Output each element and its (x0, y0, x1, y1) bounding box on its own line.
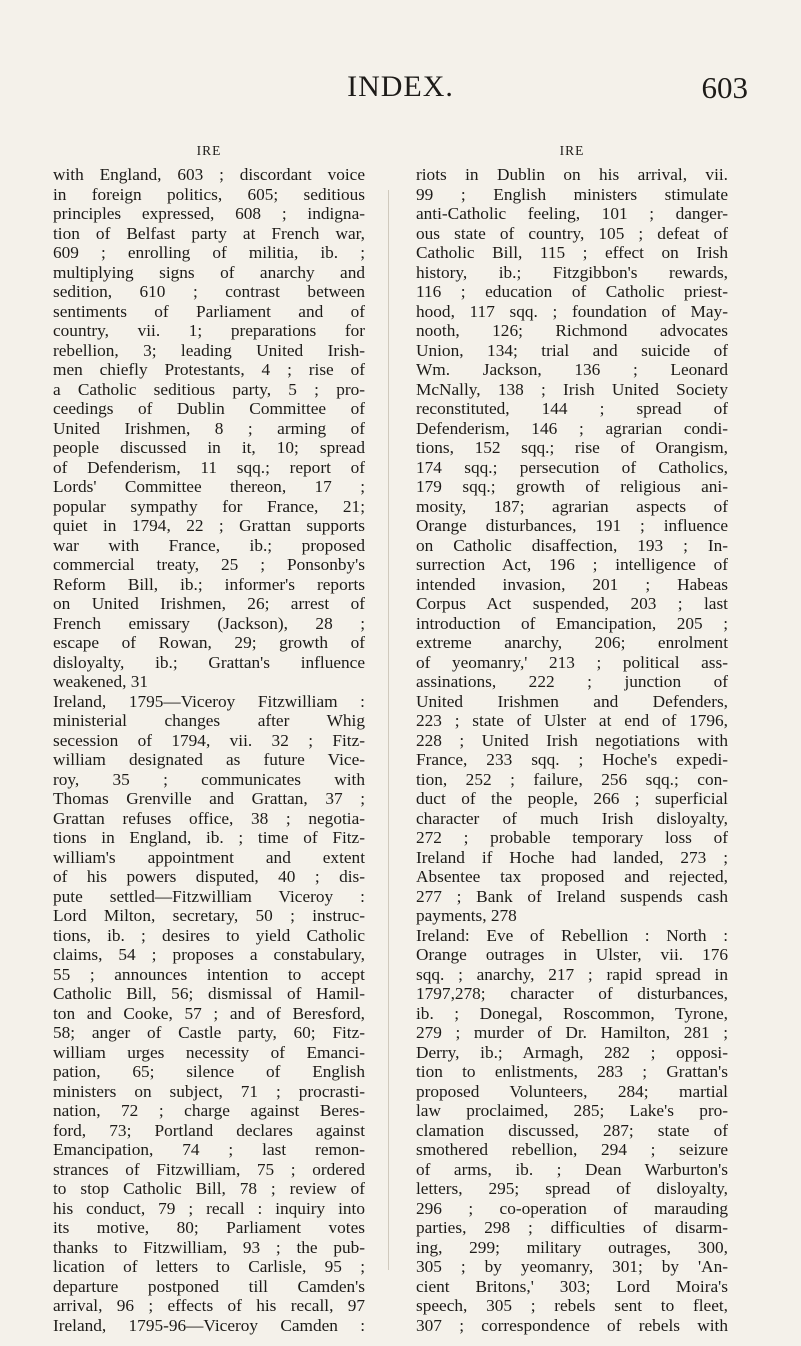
index-entry-line: ministerial changes after Whig (53, 711, 365, 730)
index-entry-line: a Catholic seditious party, 5 ; pro- (53, 379, 365, 399)
index-entry-line: thanks to Fitzwilliam, 93 ; the pub- (53, 1237, 365, 1257)
index-entry-line: 305 ; by yeomanry, 301; by 'An- (416, 1257, 728, 1276)
index-heading-line: Ireland, 1795—Viceroy Fitzwilliam : (53, 691, 365, 711)
index-entry-line: rebellion, 3; leading United Irish- (53, 340, 365, 360)
index-entry-line: of arms, ib. ; Dean Warburton's (416, 1159, 728, 1179)
index-entry-line: extreme anarchy, 206; enrolment (416, 633, 728, 652)
index-entry-line: Orange disturbances, 191 ; influence (416, 516, 728, 535)
index-entry-line: Catholic Bill, 56; dismissal of Hamil- (53, 984, 365, 1003)
index-entry-line: country, vii. 1; preparations for (53, 321, 365, 340)
index-entry-line: intended invasion, 201 ; Habeas (416, 574, 728, 594)
index-entry-line: ib. ; Donegal, Roscommon, Tyrone, (416, 1003, 728, 1023)
index-entry-line: smothered rebellion, 294 ; seizure (416, 1140, 728, 1159)
index-entry-line: arrival, 96 ; effects of his recall, 97 (53, 1296, 365, 1315)
index-entry-line: strances of Fitzwilliam, 75 ; ordered (53, 1159, 365, 1179)
index-entry-line: on Catholic disaffection, 193 ; In- (416, 535, 728, 555)
index-entry-line: tion to enlistments, 283 ; Grattan's (416, 1062, 728, 1081)
left-column-catchword: IRE (196, 143, 222, 158)
index-entry-line: introduction of Emancipation, 205 ; (416, 613, 728, 633)
index-entry-line: Wm. Jackson, 136 ; Leonard (416, 360, 728, 379)
index-entry-line: Ireland if Hoche had landed, 273 ; (416, 847, 728, 867)
index-entry-line: 307 ; correspondence of rebels with (416, 1315, 728, 1335)
index-entry-line: ton and Cooke, 57 ; and of Beresford, (53, 1003, 365, 1023)
index-entry-line: clamation discussed, 287; state of (416, 1120, 728, 1140)
index-entry-line: tion, 252 ; failure, 256 sqq.; con- (416, 769, 728, 789)
page-number: 603 (701, 70, 748, 105)
index-entry-line: popular sympathy for France, 21; (53, 496, 365, 516)
index-entry-line: speech, 305 ; rebels sent to fleet, (416, 1296, 728, 1315)
index-entry-line: 272 ; probable temporary loss of (416, 828, 728, 847)
index-entry-line: 174 sqq.; persecution of Catholics, (416, 457, 728, 477)
index-entry-line: 116 ; education of Catholic priest- (416, 282, 728, 301)
index-entry-line: Lord Milton, secretary, 50 ; instruc- (53, 906, 365, 925)
index-entry-line: ceedings of Dublin Committee of (53, 399, 365, 418)
index-entry-line: its motive, 80; Parliament votes (53, 1218, 365, 1237)
index-entry-line: ing, 299; military outrages, 300, (416, 1237, 728, 1257)
index-entry-line: departure postponed till Camden's (53, 1276, 365, 1296)
index-entry-line: william designated as future Vice- (53, 750, 365, 769)
index-entry-line: principles expressed, 608 ; indigna- (53, 204, 365, 223)
index-entry-line: payments, 278 (416, 906, 517, 925)
index-entry-line: sqq. ; anarchy, 217 ; rapid spread in (416, 964, 728, 984)
index-entry-line: 58; anger of Castle party, 60; Fitz- (53, 1023, 365, 1042)
index-entry-line: of Defenderism, 11 sqq.; report of (53, 457, 365, 477)
index-entry-line: his conduct, 79 ; recall : inquiry into (53, 1198, 365, 1218)
index-entry-line: claims, 54 ; proposes a constabulary, (53, 945, 365, 964)
index-entry-line: ministers on subject, 71 ; procrasti- (53, 1081, 365, 1101)
index-entry-line: roy, 35 ; communicates with (53, 769, 365, 789)
index-entry-line: tions, 152 sqq.; rise of Orangism, (416, 438, 728, 457)
page-header (0, 70, 801, 110)
index-entry-line: Emancipation, 74 ; last remon- (53, 1140, 365, 1159)
index-entry-line: 609 ; enrolling of militia, ib. ; (53, 243, 365, 262)
running-title: INDEX. (347, 70, 454, 103)
index-entry-line: United Irishmen and Defenders, (416, 691, 728, 711)
index-entry-line: Corpus Act suspended, 203 ; last (416, 594, 728, 613)
index-entry-line: to stop Catholic Bill, 78 ; review of (53, 1179, 365, 1198)
right-column (416, 141, 728, 1335)
index-entry-line: McNally, 138 ; Irish United Society (416, 379, 728, 399)
index-entry-line: quiet in 1794, 22 ; Grattan supports (53, 516, 365, 535)
index-entry-line: 99 ; English ministers stimulate (416, 184, 728, 204)
index-entry-line: French emissary (Jackson), 28 ; (53, 613, 365, 633)
index-entry-line: 228 ; United Irish negotiations with (416, 730, 728, 750)
index-entry-line: lication of letters to Carlisle, 95 ; (53, 1257, 365, 1276)
index-entry-line: 55 ; announces intention to accept (53, 964, 365, 984)
index-entry-line: Absentee tax proposed and rejected, (416, 867, 728, 886)
index-entry-line: 223 ; state of Ulster at end of 1796, (416, 711, 728, 730)
index-entry-line: war with France, ib.; proposed (53, 535, 365, 555)
index-entry-line: Lords' Committee thereon, 17 ; (53, 477, 365, 496)
index-entry-line: United Irishmen, 8 ; arming of (53, 418, 365, 438)
index-entry-line: william urges necessity of Emanci- (53, 1042, 365, 1062)
index-entry-line: william's appointment and extent (53, 847, 365, 867)
index-entry-line: escape of Rowan, 29; growth of (53, 633, 365, 652)
right-column-catchword: IRE (559, 143, 585, 158)
index-entry-line: in foreign politics, 605; seditious (53, 184, 365, 204)
index-entry-line: Grattan refuses office, 38 ; negotia- (53, 808, 365, 828)
index-entry-line: reconstituted, 144 ; spread of (416, 399, 728, 418)
index-entry-line: ford, 73; Portland declares against (53, 1120, 365, 1140)
index-entry-line: sentiments of Parliament and of (53, 301, 365, 321)
index-entry-line: 279 ; murder of Dr. Hamilton, 281 ; (416, 1023, 728, 1042)
index-entry-line: Thomas Grenville and Grattan, 37 ; (53, 789, 365, 808)
index-entry-line: character of much Irish disloyalty, (416, 808, 728, 828)
index-entry-line: assinations, 222 ; junction of (416, 672, 728, 691)
index-entry-line: Catholic Bill, 115 ; effect on Irish (416, 243, 728, 262)
index-entry-line: tions in England, ib. ; time of Fitz- (53, 828, 365, 847)
index-entry-line: 1797,278; character of disturbances, (416, 984, 728, 1003)
index-entry-line: men chiefly Protestants, 4 ; rise of (53, 360, 365, 379)
index-entry-line: secession of 1794, vii. 32 ; Fitz- (53, 730, 365, 750)
index-entry-line: letters, 295; spread of disloyalty, (416, 1179, 728, 1198)
index-entry-line: nation, 72 ; charge against Beres- (53, 1101, 365, 1120)
index-entry-line: of his powers disputed, 40 ; dis- (53, 867, 365, 886)
index-entry-line: Orange outrages in Ulster, vii. 176 (416, 945, 728, 964)
index-heading-line: Ireland, 1795-96—Viceroy Camden : (53, 1315, 365, 1335)
index-entry-line: Reform Bill, ib.; informer's reports (53, 574, 365, 594)
index-entry-line: anti-Catholic feeling, 101 ; danger- (416, 204, 728, 223)
index-entry-line: hood, 117 sqq. ; foundation of May- (416, 301, 728, 321)
index-entry-line: 179 sqq.; growth of religious ani- (416, 477, 728, 496)
index-entry-line: tions, ib. ; desires to yield Catholic (53, 925, 365, 945)
index-entry-line: of yeomanry,' 213 ; political ass- (416, 652, 728, 672)
index-entry-line: surrection Act, 196 ; intelligence of (416, 555, 728, 574)
index-entry-line: with England, 603 ; discordant voice (53, 165, 365, 184)
index-entry-line: Defenderism, 146 ; agrarian condi- (416, 418, 728, 438)
index-entry-line: mosity, 187; agrarian aspects of (416, 496, 728, 516)
index-entry-line: France, 233 sqq. ; Hoche's expedi- (416, 750, 728, 769)
index-entry-line: riots in Dublin on his arrival, vii. (416, 165, 728, 184)
index-entry-line: cient Britons,' 303; Lord Moira's (416, 1276, 728, 1296)
index-entry-line: 277 ; Bank of Ireland suspends cash (416, 886, 728, 906)
index-entry-line: pation, 65; silence of English (53, 1062, 365, 1081)
index-entry-line: weakened, 31 (53, 672, 149, 691)
index-entry-line: commercial treaty, 25 ; Ponsonby's (53, 555, 365, 574)
index-entry-line: nooth, 126; Richmond advocates (416, 321, 728, 340)
index-heading-line: Ireland: Eve of Rebellion : North : (416, 925, 728, 945)
index-entry-line: parties, 298 ; difficulties of disarm- (416, 1218, 728, 1237)
index-entry-line: Union, 134; trial and suicide of (416, 340, 728, 360)
index-entry-line: proposed Volunteers, 284; martial (416, 1081, 728, 1101)
index-entry-line: tion of Belfast party at French war, (53, 223, 365, 243)
left-column (53, 141, 365, 1335)
index-entry-line: people discussed in it, 10; spread (53, 438, 365, 457)
index-entry-line: ous state of country, 105 ; defeat of (416, 223, 728, 243)
index-entry-line: pute settled—Fitzwilliam Viceroy : (53, 886, 365, 906)
index-entry-line: sedition, 610 ; contrast between (53, 282, 365, 301)
column-divider (388, 190, 389, 1270)
index-entry-line: 296 ; co-operation of marauding (416, 1198, 728, 1218)
index-entry-line: duct of the people, 266 ; superficial (416, 789, 728, 808)
index-entry-line: multiplying signs of anarchy and (53, 262, 365, 282)
index-entry-line: disloyalty, ib.; Grattan's influence (53, 652, 365, 672)
index-entry-line: Derry, ib.; Armagh, 282 ; opposi- (416, 1042, 728, 1062)
index-entry-line: history, ib.; Fitzgibbon's rewards, (416, 262, 728, 282)
index-entry-line: on United Irishmen, 26; arrest of (53, 594, 365, 613)
index-entry-line: law proclaimed, 285; Lake's pro- (416, 1101, 728, 1120)
